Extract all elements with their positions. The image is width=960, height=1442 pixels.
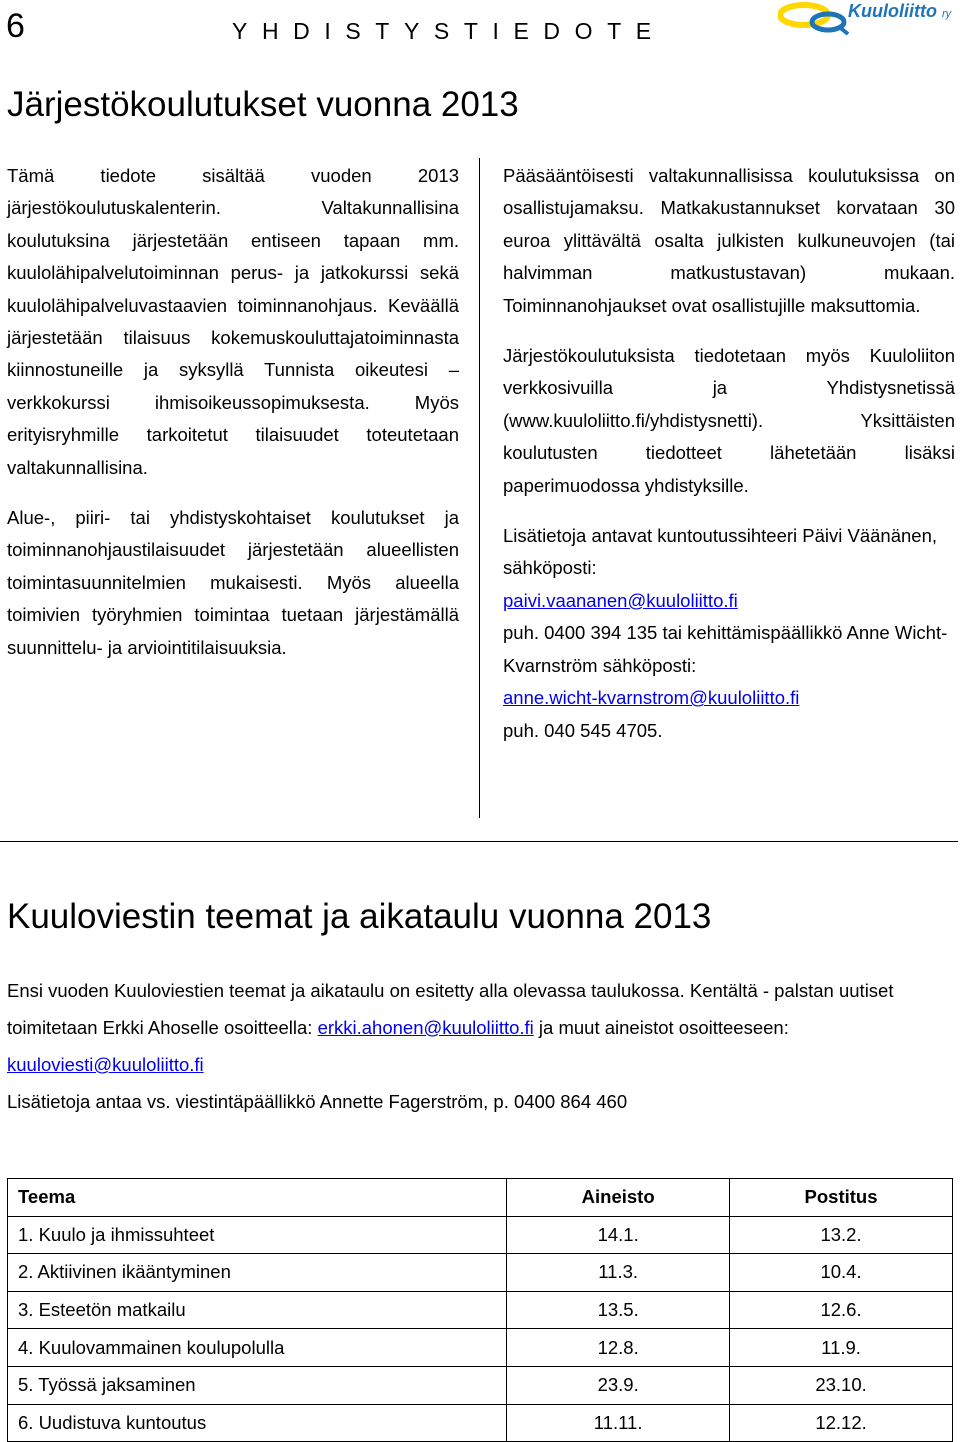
left-paragraph-2: Alue-, piiri- tai yhdistyskohtaiset koulutukset ja toiminnanohjaustilaisuudet järjestetään alueellisten toimintasuunnitelmien mukaisesti. Myös alueella toimivien työryhmien toimintaa tuetaan järjestämällä suunnittelu- ja arviointitilaisuuksia. [7, 507, 459, 658]
table-row [8, 1329, 953, 1367]
cell-postitus: 11.9. [730, 1329, 953, 1367]
section1-title: Järjestökoulutukset vuonna 2013 [7, 85, 519, 124]
contact-paragraph [503, 520, 955, 747]
cell-theme: 6. Uudistuva kuntoutus [8, 1404, 507, 1442]
table-row [8, 1291, 953, 1329]
cell-aineisto: 23.9. [507, 1366, 730, 1404]
cell-postitus: 23.10. [730, 1366, 953, 1404]
left-paragraph-1: Tämä tiedote sisältää vuoden 2013 järjestökoulutuskalenterin. Valtakunnallisina koulutuksina järjestetään entiseen tapaan mm. kuulolähipalvelutoiminnan perus- ja jatkokurssi sekä kuulolähipalveluvastaavien toiminnanohjaus. Keväällä järjestetään tilaisuus kokemuskouluttajatoiminnasta kiinnostuneille ja syksyllä Tunnista oikeutesi –verkkokurssi ihmisoikeussopimuksesta. Myös erityisryhmille tarkoitetut tilaisuudet toteutetaan valtakunnallisina. [7, 165, 459, 478]
section2-intro [7, 972, 917, 1120]
themes-table [7, 1178, 953, 1442]
cell-theme: 2. Aktiivinen ikääntyminen [8, 1254, 507, 1292]
contact-line-2: puh. 0400 394 135 tai kehittämispäällikkö Anne Wicht-Kvarnström sähköposti: [503, 622, 948, 676]
cell-aineisto: 12.8. [507, 1329, 730, 1367]
logo-suffix: ry [942, 8, 952, 20]
section-divider [0, 841, 958, 842]
cell-theme: 5. Työssä jaksaminen [8, 1366, 507, 1404]
email-link-paivi[interactable]: paivi.vaananen@kuuloliitto.fi [503, 589, 738, 611]
cell-theme: 3. Esteetön matkailu [8, 1291, 507, 1329]
right-paragraph-2: Järjestökoulutuksista tiedotetaan myös Kuuloliiton verkkosivuilla ja Yhdistysnetissä (www.kuuloliitto.fi/yhdistysnetti). Yksittäisten koulutusten tiedotteet lähetetään lisäksi paperimuodossa yhdistyksille. [503, 345, 955, 496]
email-link-anne[interactable]: anne.wicht-kvarnstrom@kuuloliitto.fi [503, 687, 800, 709]
intro-paragraph [7, 972, 917, 1083]
contact-line-1: Lisätietoja antavat kuntoutussihteeri Päivi Väänänen, sähköposti: [503, 525, 938, 579]
cell-aineisto: 11.11. [507, 1404, 730, 1442]
cell-theme: 1. Kuulo ja ihmissuhteet [8, 1216, 507, 1254]
contact-line-3: puh. 040 545 4705. [503, 719, 663, 741]
kuuloliitto-logo [778, 0, 960, 40]
cell-postitus: 13.2. [730, 1216, 953, 1254]
cell-postitus: 10.4. [730, 1254, 953, 1292]
logo-name: Kuuloliitto [848, 1, 937, 21]
table-row [8, 1216, 953, 1254]
cell-aineisto: 13.5. [507, 1291, 730, 1329]
table-row [8, 1254, 953, 1292]
table-header-row [8, 1179, 953, 1217]
kuuloliitto-logo-icon [778, 0, 850, 40]
page-number: 6 [6, 7, 25, 45]
column-divider [479, 158, 480, 818]
cell-aineisto: 14.1. [507, 1216, 730, 1254]
email-link-kuuloviesti[interactable]: kuuloviesti@kuuloliitto.fi [7, 1054, 204, 1075]
right-paragraph-1: Pääsääntöisesti valtakunnallisissa koulutuksissa on osallistujamaksu. Matkakustannukset korvataan 30 euroa ylittävältä osalta julkisten kulkuneuvojen (tai halvimman matkustustavan) mukaan. Toiminnanohjaukset ovat osallistujille maksuttomia. [503, 165, 955, 316]
header-aineisto: Aineisto [507, 1179, 730, 1217]
section2-title: Kuuloviestin teemat ja aikataulu vuonna 2013 [7, 897, 712, 936]
cell-postitus: 12.12. [730, 1404, 953, 1442]
publication-title: YHDISTYSTIEDOTE [232, 18, 666, 44]
right-column [503, 160, 955, 747]
table-row [8, 1366, 953, 1404]
intro-text-b: ja muut aineistot osoitteeseen: [533, 1017, 789, 1038]
header-postitus: Postitus [730, 1179, 953, 1217]
cell-theme: 4. Kuulovammainen koulupolulla [8, 1329, 507, 1367]
cell-postitus: 12.6. [730, 1291, 953, 1329]
left-column [7, 160, 459, 664]
table-row [8, 1404, 953, 1442]
cell-aineisto: 11.3. [507, 1254, 730, 1292]
info-line: Lisätietoja antaa vs. viestintäpäällikkö Annette Fagerström, p. 0400 864 460 [7, 1091, 628, 1112]
intro-text-a: Ensi vuoden Kuuloviestien teemat ja aikataulu on esitetty alla olevassa taulukossa. Kentältä - palstan uutiset toimitetaan Erkki Ahoselle osoitteella: [7, 980, 894, 1038]
email-link-erkki[interactable]: erkki.ahonen@kuuloliitto.fi [317, 1017, 534, 1038]
header-teema: Teema [8, 1179, 507, 1217]
